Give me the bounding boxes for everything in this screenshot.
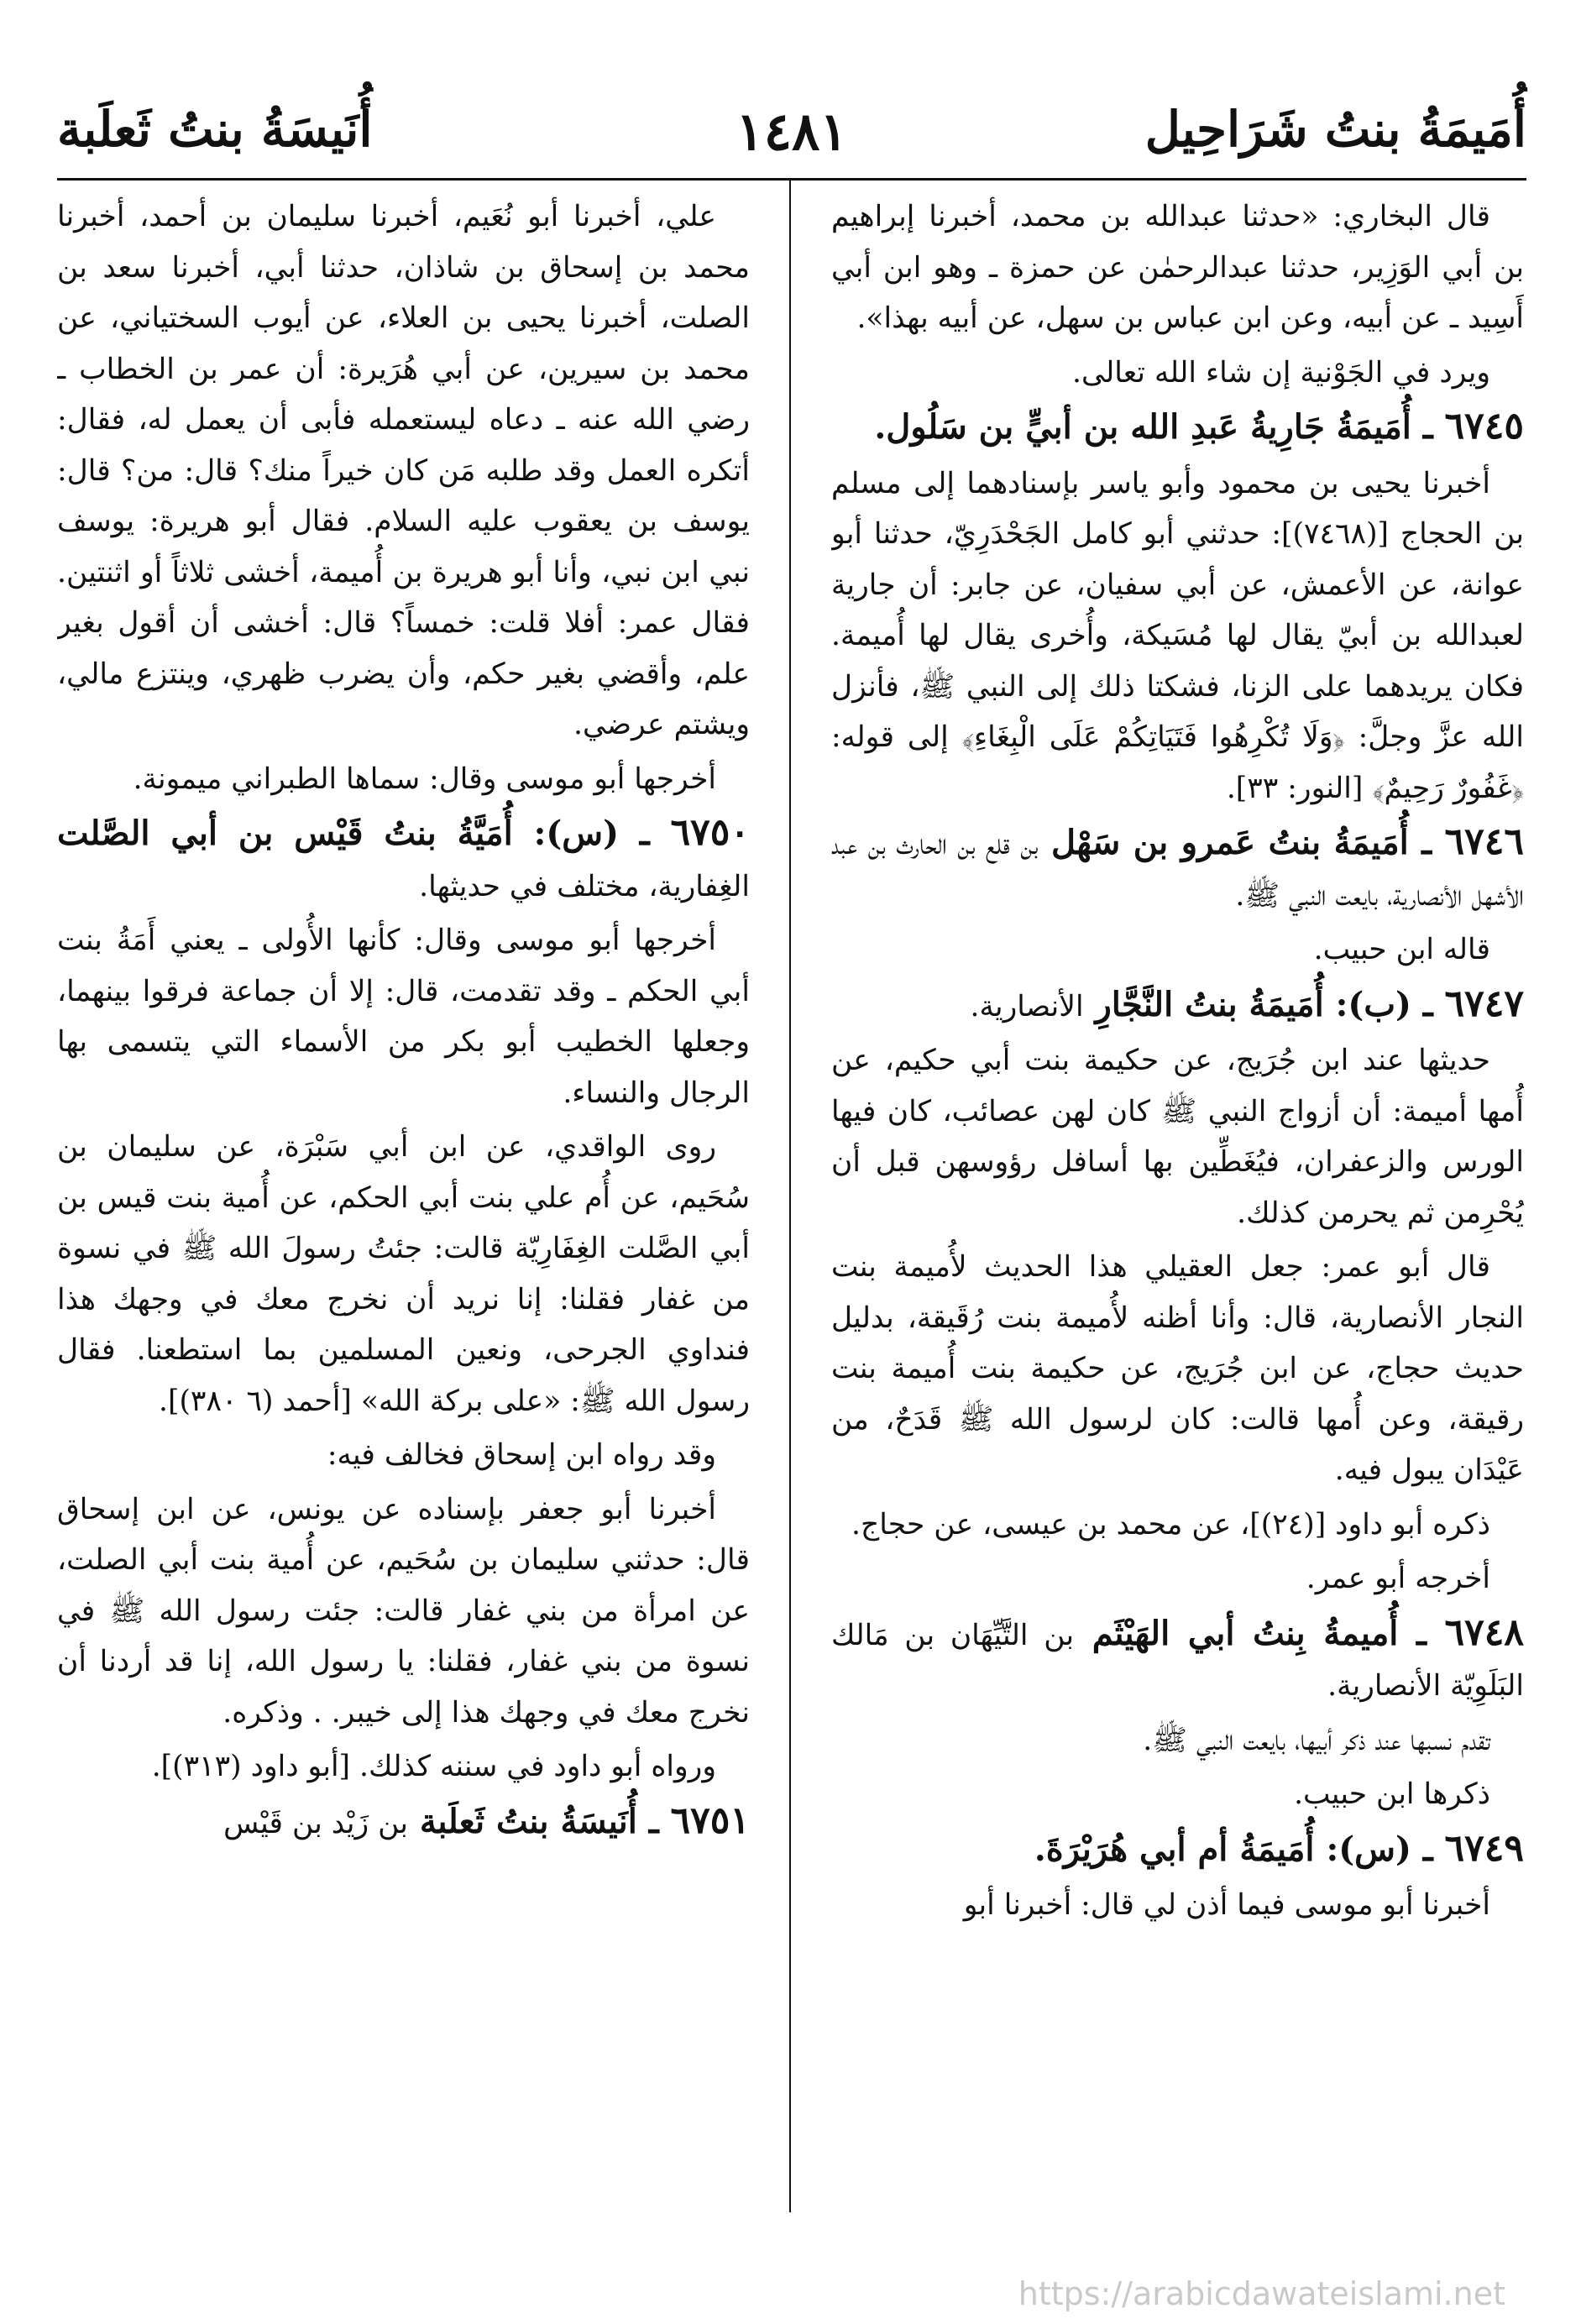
entry-number: ٦٧٤٩ [1444, 1826, 1524, 1870]
entry-heading: ـ (س): أُمَيمَةُ أم أبي هُرَيْرَةَ. [1034, 1829, 1445, 1869]
biography-entry [57, 808, 750, 912]
paragraph: قال البخاري: «حدثنا عبدالله بن محمد، أخبرنا إبراهيم بن أبي الوَزِير، حدثنا عبدالرحمٰن عن حمزة ـ وهو ابن أبي أَسِيد ـ عن أبيه، وعن ابن عباس بن سهل، عن أبيه بهذا». [831, 200, 1524, 335]
entry-number: ٦٧٥١ [670, 1798, 750, 1842]
paragraph: أخبرنا أبو جعفر بإسناده عن يونس، عن ابن إسحاق قال: حدثني سليمان بن سُحَيم، عن أُمية بنت أبي الصلت، عن امرأة من بني غفار قالت: جئت رسول الله ﷺ في نسوة من بني غفار، فقلنا: يا رسول الله، إنا قد أردنا أن نخرج معك في وجهك هذا إلى خيبر. . وذكره. [57, 1492, 750, 1730]
entry-number: ٦٧٤٧ [1444, 981, 1524, 1025]
paragraph: أخبرنا أبو موسى فيما أذن لي قال: أخبرنا أبو [963, 1888, 1490, 1922]
paragraph: تقدم نسبها عند ذكر أبيها، بايعت النبي ﷺ. [1143, 1723, 1490, 1757]
paragraph: أخرجه أبو عمر. [1306, 1562, 1490, 1595]
entry-text: بن قلع بن الحارث بن عبد الأشهل الأنصارية، بايعت النبي ﷺ. [831, 828, 1524, 913]
entry-number: ٦٧٥٠ [670, 811, 750, 854]
header-right-title: أُمَيمَةُ بنتُ شَرَاحِيل [1144, 101, 1526, 158]
watermark-url: https://arabicdawateislami.net [1018, 2275, 1505, 2312]
biography-entry [57, 1796, 750, 1850]
entry-number: ٦٧٤٨ [1444, 1610, 1524, 1654]
biography-entry [831, 817, 1524, 921]
left-column [57, 191, 750, 2232]
paragraph: أخبرنا يحيى بن محمود وأبو ياسر بإسنادهما إلى مسلم بن الحجاج [(٧٤٦٨)]: حدثني أبو كامل الجَحْدَرِيّ، حدثنا أبو عوانة، عن الأعمش، عن أبي سفيان، عن جابر: أن جارية لعبدالله بن أبيّ يقال لها مُسَيكة، وأُخرى يقال لها أُميمة. فكان يريدهما على الزنا، فشكتا ذلك إلى النبي ﷺ، فأنزل الله عزَّ وجلَّ: ﴿وَلَا تُكْرِهُوا فَتَيَاتِكُمْ عَلَى الْبِغَاءِ﴾ إلى قوله: ﴿غَفُورٌ رَحِيمٌ﴾ [النور: ٣٣]. [831, 466, 1524, 805]
header-left-title: أُنَيسَةُ بنتُ ثَعلَبة [57, 101, 373, 158]
entry-heading: ـ أُمَيمَةُ بنتُ عَمرو بن سَهْل [1038, 823, 1445, 862]
paragraph: ذكره أبو داود [(٢٤)]، عن محمد بن عيسى، عن حجاج. [851, 1507, 1490, 1541]
entry-heading: ـ (س): أُمَيَّةُ بنتُ قَيْس بن أبي الصَّلت [57, 814, 671, 853]
paragraph: حديثها عند ابن جُرَيج، عن حكيمة بنت أبي حكيم، عن أُمها أميمة: أن أزواج النبي ﷺ كان لهن عصائب، كان فيها الورس والزعفران، فيُغَطِّين بها أسافل رؤوسهن قبل أن يُحْرِمن ثم يحرمن كذلك. [831, 1044, 1524, 1230]
entry-text: الغِفارية، مختلف في حديثها. [419, 869, 750, 903]
entry-heading: ـ (ب): أُمَيمَةُ بنتُ النَّجَّارِ [1083, 984, 1445, 1024]
paragraph: قاله ابن حبيب. [1313, 933, 1490, 966]
paragraph: أخرجها أبو موسى وقال: كأنها الأُولى ـ يعني أَمَةُ بنت أبي الحكم ـ وقد تقدمت، قال: إلا أن جماعة فرقوا بينهما، وجعلها الخطيب أبو بكر من الأسماء التي يتسمى بها الرجال والنساء. [57, 924, 750, 1110]
entry-text: بن زَيْد بن قَيْس [223, 1806, 408, 1840]
paragraph: روى الواقدي، عن ابن أبي سَبْرَة، عن سليمان بن سُحَيم، عن أُم علي بنت أبي الحكم، عن أُمية بنت قيس بن أبي الصَّلت الغِفَارِيّة قالت: جئتُ رسولَ الله ﷺ في نسوة من غفار فقلنا: إنا نريد أن نخرج معك في وجهك هذا فنداوي الجرحى، ونعين المسلمين بما استطعنا. فقال رسول الله ﷺ: «على بركة الله» [أحمد (٦ ٣٨٠)]. [57, 1130, 750, 1418]
paragraph: أخرجها أبو موسى وقال: سماها الطبراني ميمونة. [133, 762, 716, 796]
header-rule [57, 178, 1526, 181]
running-header [57, 92, 1526, 185]
paragraph: وقد رواه ابن إسحاق فخالف فيه: [327, 1438, 716, 1472]
column-divider [789, 181, 791, 2212]
page-number: ١٤٨١ [736, 101, 848, 162]
biography-entry [831, 401, 1524, 455]
paragraph: ويرد في الجَوْنية إن شاء الله تعالى. [1072, 355, 1490, 390]
biography-entry [831, 979, 1524, 1033]
entry-heading: ـ أُنَيسَةُ بنتُ ثَعلَبة [408, 1801, 671, 1841]
paragraph: ذكرها ابن حبيب. [1294, 1777, 1490, 1811]
entry-number: ٦٧٤٦ [1444, 820, 1524, 863]
entry-text: الأنصارية. [970, 989, 1084, 1023]
biography-entry [831, 1608, 1524, 1712]
entry-text: بن التَّيِّهَان بن مَالك البَلَوِيّة الأنصارية. [831, 1618, 1524, 1703]
paragraph: قال أبو عمر: جعل العقيلي هذا الحديث لأُميمة بنت النجار الأنصارية، قال: وأنا أظنه لأُميمة بنت رُقَيقة، بدليل حديث حجاج، عن ابن جُرَيج، عن حكيمة بنت أُميمة بنت رقيقة، وعن أُمها قالت: كان لرسول الله ﷺ قَدَحٌ، من عَيْدَان يبول فيه. [831, 1250, 1524, 1487]
paragraph: علي، أخبرنا أبو نُعَيم، أخبرنا سليمان بن أحمد، أخبرنا محمد بن إسحاق بن شاذان، حدثنا أبي، أخبرنا سعد بن الصلت، أخبرنا يحيى بن العلاء، عن أيوب السختياني، عن محمد بن سيرين، عن أبي هُرَيرة: أن عمر بن الخطاب ـ رضي الله عنه ـ دعاه ليستعمله فأبى أن يعمل له، فقال: أتكره العمل وقد طلبه مَن كان خيراً منك؟ قال: من؟ قال: يوسف بن يعقوب عليه السلام. فقال أبو هريرة: يوسف نبي ابن نبي، وأنا أبو هريرة بن أُميمة، أخشى ثلاثاً أو اثنتين. فقال عمر: أفلا قلت: خمساً؟ قال: أخشى أن أقول بغير علم، وأقضي بغير حكم، وأن يضرب ظهري، وينتزع مالي، ويشتم عرضي. [57, 200, 750, 741]
entry-heading: ـ أُمَيمَةُ جَارِيةُ عَبدِ الله بن أبيٍّ بن سَلُول. [874, 407, 1445, 447]
entry-heading: ـ أُميمةُ بِنتُ أبي الهَيْثَم [1074, 1613, 1445, 1653]
right-column [831, 191, 1524, 2232]
paragraph: ورواه أبو داود في سننه كذلك. [أبو داود (٣١٣)]. [151, 1750, 716, 1783]
entry-number: ٦٧٤٥ [1444, 405, 1524, 448]
biography-entry [831, 1824, 1524, 1877]
